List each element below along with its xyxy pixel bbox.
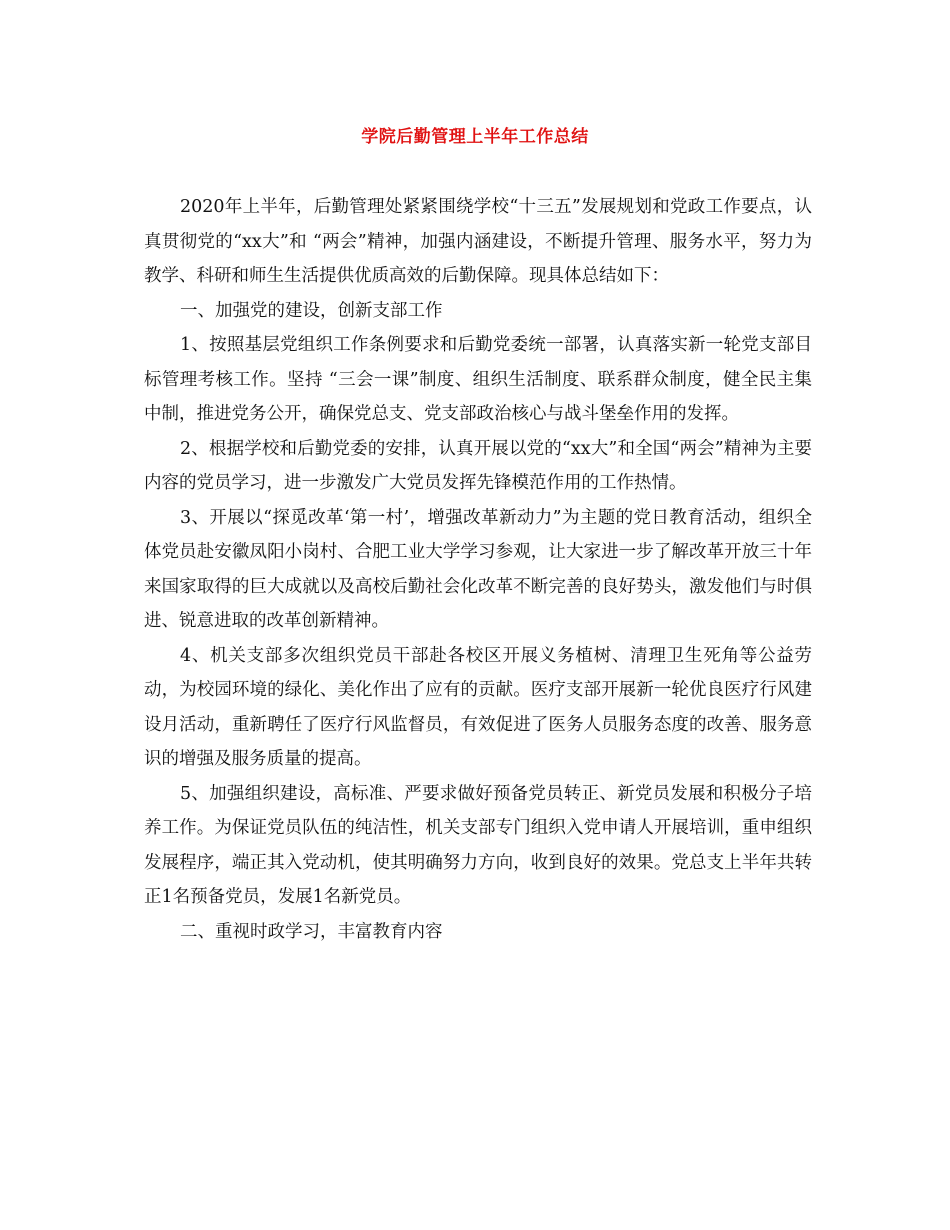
item-paragraph-3: 3、开展以“探觅改革‘第一村’，增强改革新动力”为主题的党日教育活动，组织全体党员赴安徽凤阳小岗村、合肥工业大学学习参观，让大家进一步了解改革开放三十年来国家取得的巨大成就以及高校后勤社会化改革不断完善的良好势头，激发他们与时俱进、锐意进取的改革创新精神。	[144, 507, 812, 631]
document-body	[144, 190, 812, 949]
document-title: 学院后勤管理上半年工作总结	[361, 127, 589, 147]
item-paragraph-2: 2、根据学校和后勤党委的安排，认真开展以党的“xx大”和全国“两会”精神为主要内容的党员学习，进一步激发广大党员发挥先锋模范作用的工作热情。	[144, 438, 812, 493]
section-heading-1: 一、加强党的建设，创新支部工作	[180, 300, 443, 321]
item-paragraph-1: 1、按照基层党组织工作条例要求和后勤党委统一部署，认真落实新一轮党支部目标管理考核工作。坚持 “三会一课”制度、组织生活制度、联系群众制度，健全民主集中制，推进党务公开，确保党总支、党支部政治核心与战斗堡垒作用的发挥。	[144, 335, 812, 424]
section-heading-2: 二、重视时政学习，丰富教育内容	[180, 921, 443, 942]
item-paragraph-5: 5、加强组织建设，高标准、严要求做好预备党员转正、新党员发展和积极分子培养工作。为保证党员队伍的纯洁性，机关支部专门组织入党申请人开展培训，重申组织发展程序，端正其入党动机，使其明确努力方向，收到良好的效果。党总支上半年共转正1名预备党员，发展1名新党员。	[144, 783, 812, 907]
intro-paragraph: 2020年上半年，后勤管理处紧紧围绕学校“十三五”发展规划和党政工作要点，认真贯彻党的“xx大”和 “两会”精神，加强内涵建设，不断提升管理、服务水平，努力为教学、科研和师生生活提供优质高效的后勤保障。现具体总结如下：	[144, 197, 812, 286]
item-paragraph-4: 4、机关支部多次组织党员干部赴各校区开展义务植树、清理卫生死角等公益劳动，为校园环境的绿化、美化作出了应有的贡献。医疗支部开展新一轮优良医疗行风建设月活动，重新聘任了医疗行风监督员，有效促进了医务人员服务态度的改善、服务意识的增强及服务质量的提高。	[144, 645, 812, 769]
